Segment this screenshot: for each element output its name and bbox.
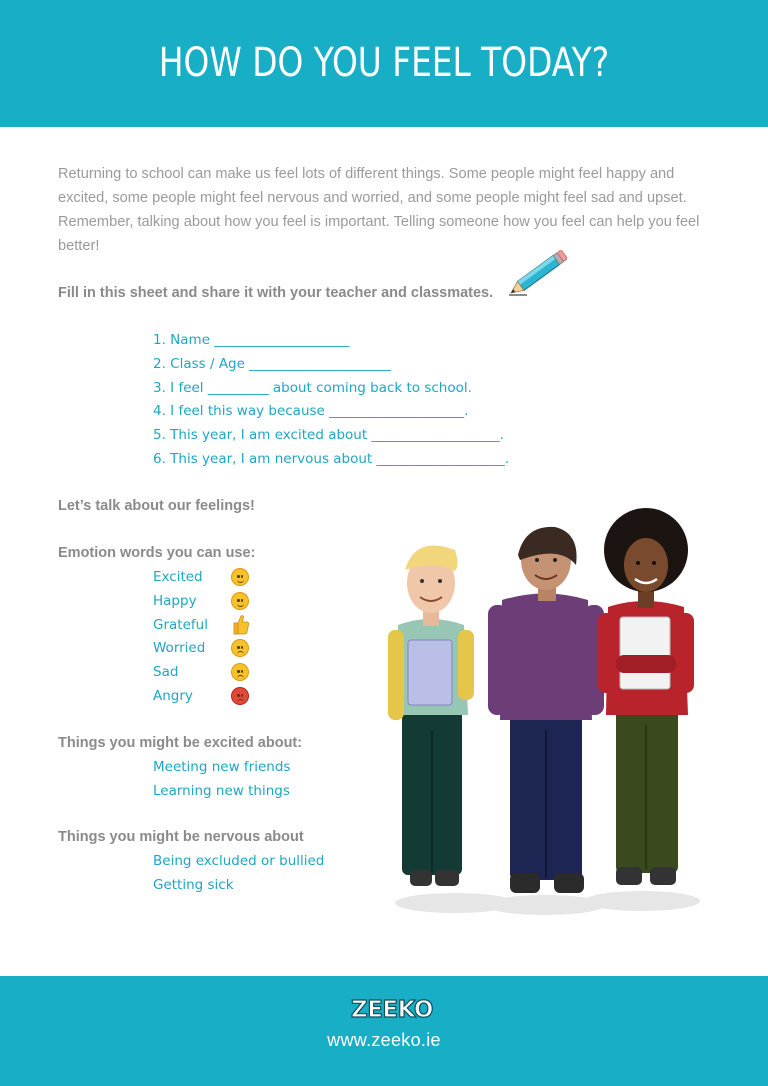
excited-heading: Things you might be excited about: [58,735,303,751]
sad-sweat-face-emoji-icon [231,663,249,681]
emotion-label: Happy [153,592,197,609]
intro-paragraph: Returning to school can make us feel lots of different things. Some people might feel happy and excited, some people might feel nervous and worried, and some people might feel sad and upset. Remember, talking about how you feel is important. Telling someone how you feel can help you feel better! [58,166,700,254]
pencil-icon [505,248,571,300]
excited-list [153,756,290,804]
angry-face-emoji-icon [231,687,249,705]
emotion-item [153,590,263,614]
emotion-word-list [153,566,263,709]
field-name[interactable]: 1. Name ____________________ [153,332,350,348]
fill-in-fields [153,330,509,473]
logo-text: ZEEKO [351,997,433,1023]
header-banner [0,0,768,127]
worried-face-emoji-icon [231,639,249,657]
instruction-text: Fill in this sheet and share it with your teacher and classmates. [58,285,494,301]
field-class-age[interactable]: 2. Class / Age _____________________ [153,355,391,372]
emotion-label: Excited [153,569,203,585]
list-item: Meeting new friends [153,759,291,775]
emotion-label: Sad [153,664,179,681]
page-title: HOW DO YOU FEEL TODAY? [158,40,610,86]
nervous-heading: Things you might be nervous about [58,829,304,845]
emotion-label: Angry [153,687,193,704]
three-children-illustration [380,505,710,920]
child-middle-illustration [488,527,604,893]
field-feel-because[interactable]: 4. I feel this way because ____________________. [153,403,469,420]
emotions-heading: Emotion words you can use: [58,545,256,561]
emotion-item [153,637,263,661]
field-i-feel[interactable]: 3. I feel _________ about coming back to school. [153,379,472,396]
talk-heading: Let’s talk about our feelings! [58,498,255,514]
emotion-item [153,614,263,638]
list-item: Being excluded or bullied [153,853,325,869]
field-excited-about[interactable]: 5. This year, I am excited about ___________________. [153,427,504,444]
emotion-item [153,661,263,685]
emotion-item [153,566,263,590]
list-item: Getting sick [153,877,234,893]
field-nervous-about[interactable]: 6. This year, I am nervous about ___________________. [153,450,510,467]
hugging-face-emoji-icon [231,568,249,586]
child-blond-illustration [388,546,474,887]
website-url[interactable]: www.zeeko.ie [327,1030,441,1050]
zeeko-logo[interactable] [344,995,440,1023]
nervous-list [153,850,324,898]
grinning-face-emoji-icon [231,592,249,610]
emotion-label: Worried [153,640,206,657]
child-curly-illustration [598,508,694,885]
list-item: Learning new things [153,783,290,799]
thumbs-up-emoji-icon [233,615,249,635]
emotion-label: Grateful [153,616,208,633]
emotion-item [153,685,263,709]
